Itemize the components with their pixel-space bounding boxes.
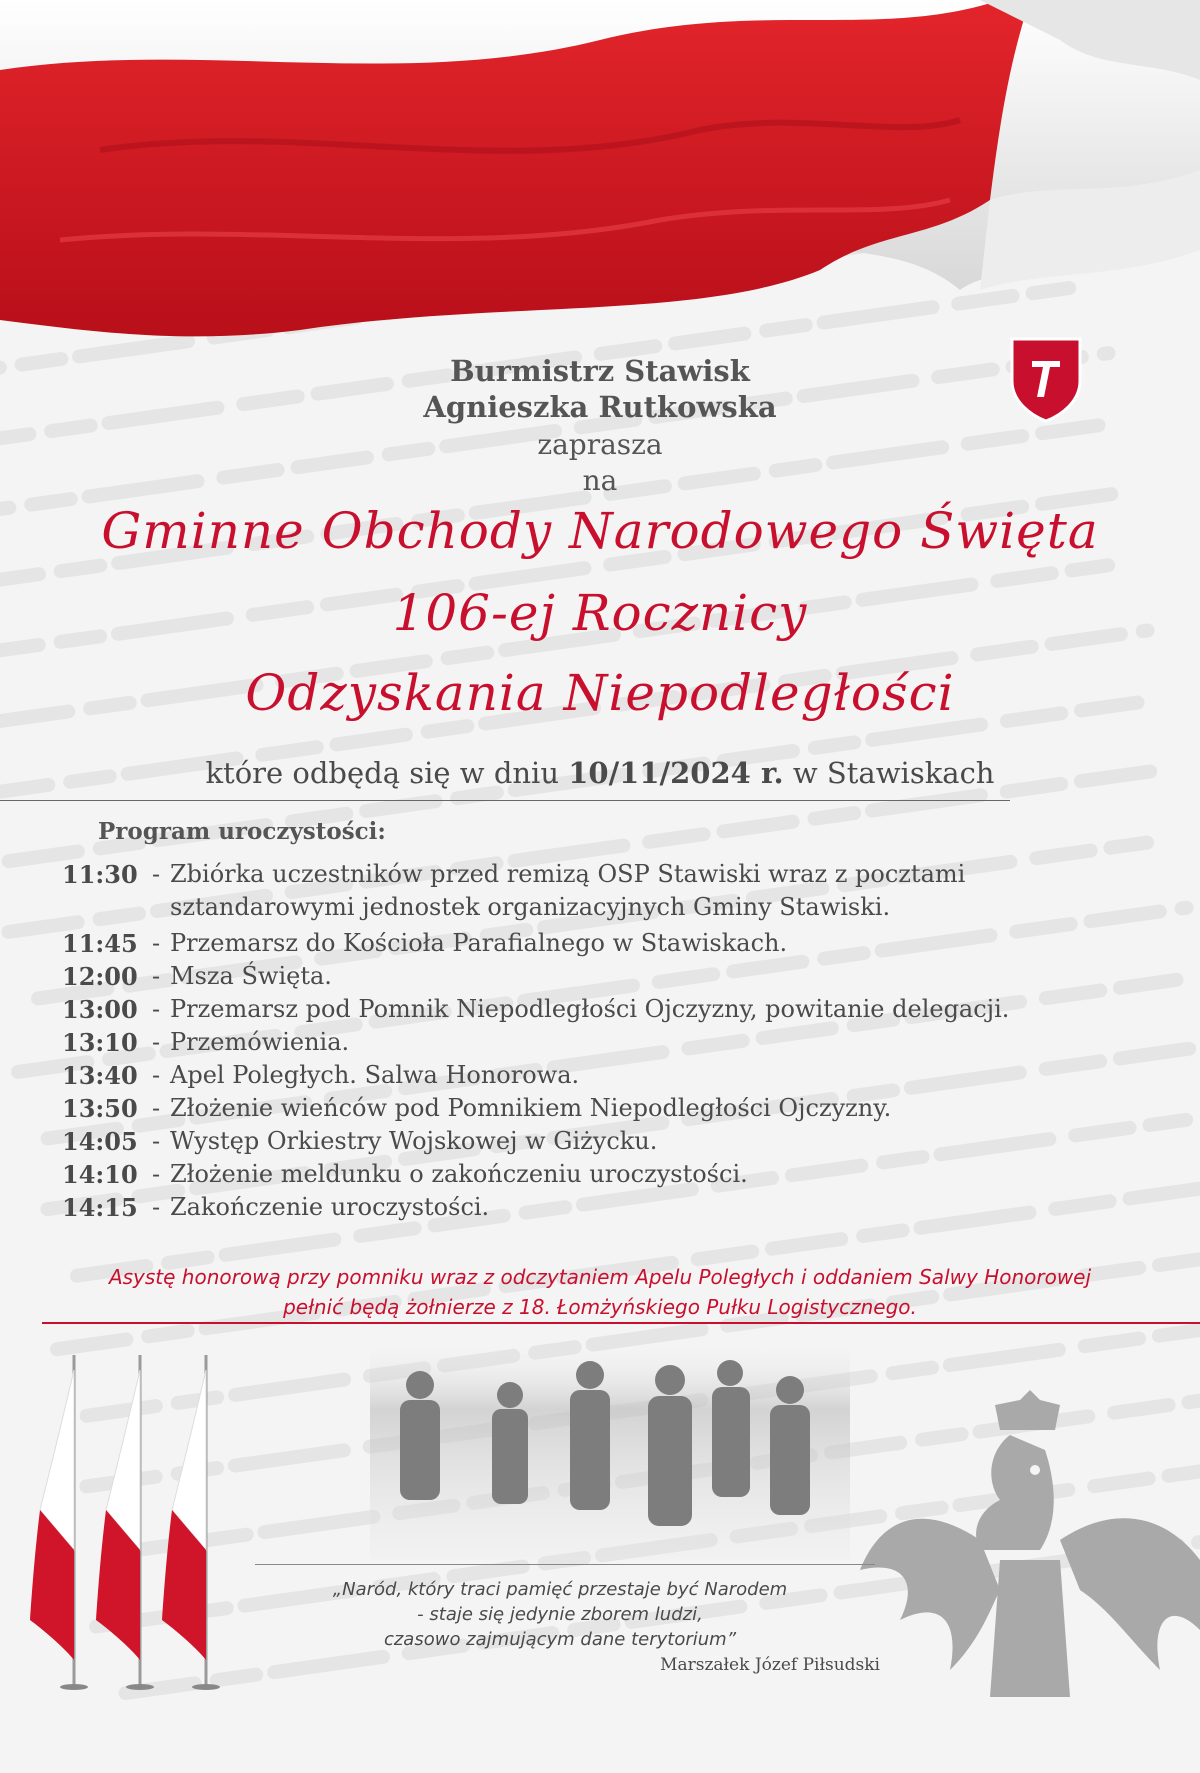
program-time: 13:10 bbox=[62, 1028, 138, 1057]
date-line bbox=[0, 756, 1200, 790]
event-date: 10/11/2024 r. bbox=[568, 756, 784, 790]
date-line-before: które odbędą się w dniu bbox=[205, 756, 569, 790]
quote-line3: czasowo zajmującym dane terytorium” bbox=[383, 1629, 737, 1650]
program-item: 14:05 - Występ Orkiestry Wojskowej w Giżycku. bbox=[62, 1125, 1122, 1158]
event-title-line2: 106-ej Rocznicy bbox=[392, 584, 808, 642]
mayor-name: Agnieszka Rutkowska bbox=[423, 390, 777, 424]
white-eagle-icon bbox=[860, 1390, 1200, 1697]
honor-guard-note bbox=[30, 1262, 1170, 1322]
program-time: 13:00 bbox=[62, 995, 138, 1024]
polish-flags-icon bbox=[30, 1350, 270, 1690]
event-title-line3: Odzyskania Niepodległości bbox=[245, 664, 955, 722]
program-text-line1: Zbiórka uczestników przed remizą OSP Stawiski wraz z pocztami bbox=[170, 860, 966, 888]
program-list bbox=[62, 858, 1122, 1224]
red-divider bbox=[42, 1322, 1200, 1324]
quote-author: Marszałek Józef Piłsudski bbox=[660, 1655, 880, 1675]
program-time: 11:30 bbox=[62, 860, 138, 889]
program-text-line2: sztandarowymi jednostek organizacyjnych Gminy Stawiski. bbox=[170, 893, 891, 921]
program-time: 14:15 bbox=[62, 1193, 138, 1222]
program-item: 13:10 - Przemówienia. bbox=[62, 1026, 1122, 1059]
program-item: 14:15 - Zakończenie uroczystości. bbox=[62, 1191, 1122, 1224]
divider bbox=[0, 800, 1010, 801]
honor-guard-line2: pełnić będą żołnierze z 18. Łomżyńskiego Pułku Logistycznego. bbox=[283, 1295, 917, 1319]
honor-guard-line1: Asystę honorową przy pomniku wraz z odczytaniem Apelu Poległych i oddaniem Salwy Honorowej bbox=[108, 1265, 1092, 1289]
program-text: Przemarsz do Kościoła Parafialnego w Stawiskach. bbox=[170, 929, 788, 957]
pilsudski-quote bbox=[250, 1577, 870, 1652]
invites-text: zaprasza bbox=[537, 428, 663, 461]
program-text: Apel Poległych. Salwa Honorowa. bbox=[170, 1061, 580, 1089]
event-title-line1: Gminne Obchody Narodowego Święta bbox=[101, 502, 1099, 560]
quote-line1: „Naród, który traci pamięć przestaje być Narodem bbox=[332, 1579, 788, 1600]
program-text bbox=[170, 858, 1122, 924]
program-time: 11:45 bbox=[62, 929, 138, 958]
program-text: Złożenie wieńców pod Pomnikiem Niepodległości Ojczyzny. bbox=[170, 1094, 892, 1122]
program-time: 12:00 bbox=[62, 962, 138, 991]
date-line-after: w Stawiskach bbox=[783, 756, 995, 790]
quote-line2: - staje się jedynie zborem ludzi, bbox=[417, 1604, 703, 1625]
quote-divider bbox=[255, 1564, 875, 1565]
program-item: 13:00 - Przemarsz pod Pomnik Niepodległości Ojczyzny, powitanie delegacji. bbox=[62, 993, 1122, 1026]
program-text: Przemówienia. bbox=[170, 1028, 350, 1056]
polish-flag-banner bbox=[0, 0, 1200, 360]
program-item: 13:50 - Złożenie wieńców pod Pomnikiem Niepodległości Ojczyzny. bbox=[62, 1092, 1122, 1125]
program-item: 11:45 - Przemarsz do Kościoła Parafialnego w Stawiskach. bbox=[62, 927, 1122, 960]
program-title: Program uroczystości: bbox=[98, 818, 386, 845]
historical-photo bbox=[370, 1345, 850, 1560]
program-item: 12:00 - Msza Święta. bbox=[62, 960, 1122, 993]
program-item: 14:10 - Złożenie meldunku o zakończeniu uroczystości. bbox=[62, 1158, 1122, 1191]
program-time: 14:05 bbox=[62, 1127, 138, 1156]
program-text: Zakończenie uroczystości. bbox=[170, 1193, 490, 1221]
program-text: Przemarsz pod Pomnik Niepodległości Ojczyzny, powitanie delegacji. bbox=[170, 995, 1010, 1023]
program-time: 13:40 bbox=[62, 1061, 138, 1090]
program-item: 11:30 - Zbiórka uczestników przed remizą OSP Stawiski wraz z pocztami sztandarowymi jednostek organizacyjnych Gminy Stawiski. bbox=[62, 858, 1122, 924]
to-text: na bbox=[582, 464, 618, 497]
mayor-title: Burmistrz Stawisk bbox=[450, 354, 750, 388]
program-item: 13:40 - Apel Poległych. Salwa Honorowa. bbox=[62, 1059, 1122, 1092]
program-time: 13:50 bbox=[62, 1094, 138, 1123]
program-time: 14:10 bbox=[62, 1160, 138, 1189]
program-text: Złożenie meldunku o zakończeniu uroczystości. bbox=[170, 1160, 748, 1188]
program-text: Msza Święta. bbox=[170, 962, 332, 990]
program-text: Występ Orkiestry Wojskowej w Giżycku. bbox=[170, 1127, 658, 1155]
